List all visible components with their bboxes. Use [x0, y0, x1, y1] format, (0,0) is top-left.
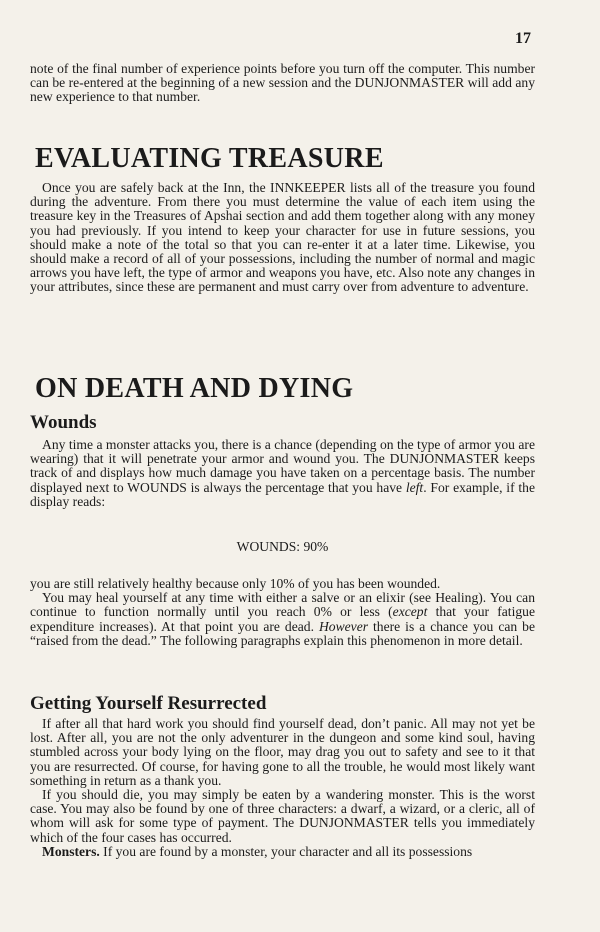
- wounds-paragraph-1-text-a: Any time a monster attacks you, there is a chance (depending on the type of armor you are wearing) that it will penetrate your armor and wound you. The DUNJONMASTER keeps track of and displays how much damage you have taken on a percentage basis. The number displayed next to WOUNDS is always the percentage that you have: [30, 437, 535, 495]
- section-heading-evaluating-treasure: EVALUATING TREASURE: [35, 143, 384, 174]
- wounds-paragraph-3-text-b: that your fatigue expenditure increases). At that point you are dead.: [30, 604, 535, 634]
- wounds-paragraph-3: [30, 591, 535, 648]
- wounds-paragraph-2: you are still relatively healthy because only 10% of you has been wounded.: [30, 576, 441, 591]
- wounds-paragraph-3-emphasis-however: However: [318, 618, 369, 634]
- monsters-paragraph-text: If you are found by a monster, your character and all its possessions: [99, 843, 473, 859]
- wounds-paragraph-1: [30, 438, 535, 509]
- wounds-paragraph-1-emphasis: left: [405, 479, 424, 495]
- monsters-run-in-label: Monsters.: [42, 843, 100, 859]
- intro-paragraph: note of the final number of experience points before you turn off the computer. This number can be re-entered at the beginning of a new session and the DUNJONMASTER will add any new experience to that number.: [30, 61, 535, 105]
- wounds-paragraph-1-text-b: . For example, if the display reads:: [30, 479, 535, 509]
- resurrected-block: [30, 717, 535, 859]
- wounds-block: [30, 438, 535, 509]
- wounds-paragraph-3-text-a: You may heal yourself at any time with either a salve or an elixir (see Healing). You can continue to function normally until you reach 0% or less (: [30, 590, 535, 620]
- wounds-paragraph-3-text-c: there is a chance you can be “raised from the dead.” The following paragraphs explain this phenomenon in more detail.: [30, 618, 535, 648]
- page-number: 17: [515, 30, 531, 47]
- evaluating-treasure-block: [30, 181, 535, 295]
- resurrected-paragraph-2: If you should die, you may simply be eaten by a wandering monster. This is the worst case. You may also be found by one of three characters: a dwarf, a wizard, or a cleric, all of whom will ask for some type of payment. The DUNJONMASTER tells you immediately which of the four cases has occurred.: [30, 787, 535, 845]
- section-heading-death-and-dying: ON DEATH AND DYING: [35, 373, 354, 404]
- resurrected-paragraph-1: If after all that hard work you should find yourself dead, don’t panic. All may not yet be lost. After all, you are not the only adventurer in the dungeon and some kind soul, having stumbled across your body lying on the floor, may drag you out to safety and see to it that you are resurrected. Of course, for having gone to all the trouble, he would most likely want something in return as a thank you.: [30, 716, 535, 788]
- wounds-paragraph-3-emphasis-except: except: [392, 604, 428, 620]
- intro-paragraph-block: [30, 62, 535, 105]
- evaluating-treasure-paragraph: Once you are safely back at the Inn, the INNKEEPER lists all of the treasure you found during the adventure. From there you must determine the value of each item using the treasure key in the Treasures of Apshai section and add them together along with any money you had previously. If you intend to keep your character for use in future sessions, you should make a note of the total so that you can re-enter it at a later time. Likewise, you should make a record of all of your possessions, including the number of normal and magic arrows you have left, the type of armor and weapons you have, etc. Also note any changes in your attributes, since these are permanent and must carry over from adventure to adventure.: [30, 180, 535, 295]
- wounds-display-example: [30, 540, 535, 554]
- subheading-wounds: Wounds: [30, 412, 97, 433]
- resurrected-paragraph-3: [30, 845, 535, 859]
- subheading-getting-yourself-resurrected: Getting Yourself Resurrected: [30, 693, 267, 714]
- wounds-display-text: WOUNDS: 90%: [236, 539, 329, 554]
- wounds-block-2: [30, 577, 535, 648]
